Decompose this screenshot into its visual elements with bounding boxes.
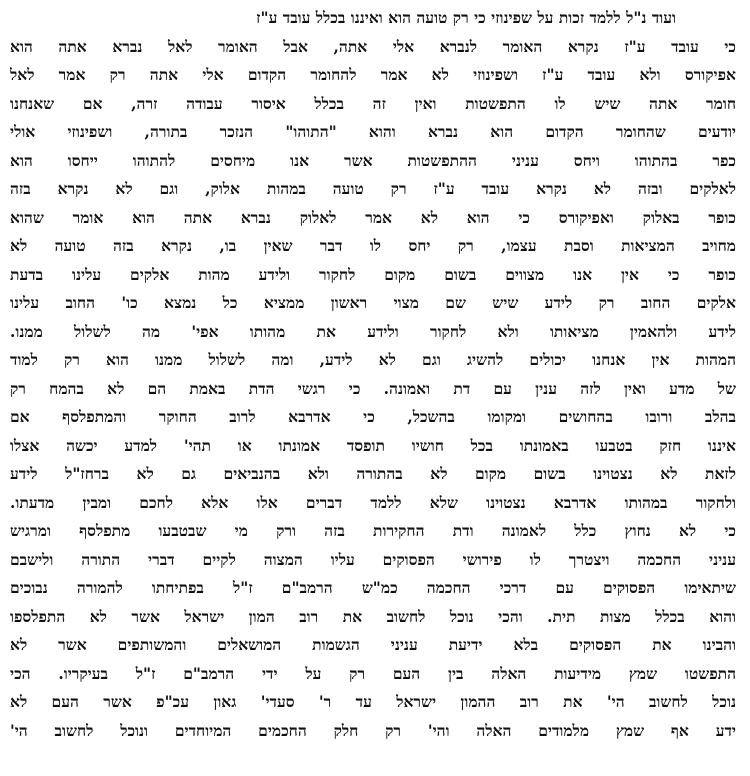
text-line: והבינו את הפסוקים בלא ידיעת עניני הגשמות המושאלים והמשותפים אשר לא bbox=[10, 635, 736, 654]
text-line: מחויב המציאות וסבת עצמו, רק יחס לו דבר שאין בו, נקרא בזה טועה לא bbox=[10, 236, 736, 255]
text-line: יודעים שהחומר הקדום הוא נברא והוא "התוהו" הנזכר בתורה, ושפינוזי אולי bbox=[10, 122, 736, 141]
text-line: ולחקור במהותו אדרבא נצטוינו שלא ללמד דברים אלו אלא לחכם ומבין מדעתו. bbox=[10, 492, 736, 512]
text-line: התפשטו שמץ מידיעות האלה בין העם רק על ידי הרמב"ם ז"ל בעיקריו. הכי bbox=[10, 663, 736, 683]
text-line: כי לא נחוץ כלל לאמונה ודת החקירות בזה ורק מי שבטבעו מתפלסף ומרגיש bbox=[10, 521, 736, 540]
text-line: ועוד נ"ל ללמד זכות על שפינוזי כי רק טועה הוא ואיננו בכלל עובד ע"ז bbox=[256, 8, 676, 27]
text-line: כופר כי אין אנו מצווים בשום מקום לחקור ולידע מהות אלקים עלינו בדעת bbox=[10, 264, 736, 284]
text-line: לאלקים ובזה לא נקרא עובד ע"ז רק טועה במהות אלוק, וגם לא נקרא בזה bbox=[10, 179, 736, 198]
text-line: שיתאימו הפסוקים עם דרכי החכמה כמ"ש הרמב"ם ז"ל בפתיחתו להמורה נבוכים bbox=[10, 578, 736, 597]
text-line: אלקים החוב רק לידע שיש שם מצוי ראשון ממציא כל נמצא כו' החוב עלינו bbox=[10, 293, 736, 312]
text-line: ידע אף שמץ מלמודים האלה והי' רק חלק החכמים המיוחדים ונוכל לחשוב הי' bbox=[10, 720, 736, 740]
text-line: נוכל לחשוב הי' את רוב ההמון ישראל עד ר' סעדי' גאון עכ"פ אשר העם לא bbox=[10, 692, 736, 711]
text-line: בהלב ורובו בהחושים ומקומו בהשכל, כי אדרבא לרוב החוקר והמתפלסף אם bbox=[10, 407, 736, 426]
text-line: עניני החכמה ויצטרך לו פירושי הפסוקים עליו המצוה לקיים דברי התורה ולישבם bbox=[10, 549, 736, 569]
hebrew-text-block bbox=[10, 4, 736, 745]
text-line: של מדע ואין לזה ענין עם דת ואמונה. כי רגשי הדת באמת הם לא בהמח רק bbox=[10, 378, 736, 398]
text-line: לידע ולהאמין מציאותו ולא לחקור ולידע את מהותו אפי' מה לשלול ממנו. bbox=[10, 321, 736, 341]
text-line: אפיקורס ולא עובד ע"ז ושפינוזי לא אמר להחומר הקדום אלי אתה רק אמר לאל bbox=[10, 65, 736, 84]
text-line: כפר בהתוהו ויחס עניני ההתפשטות אשר אנו מיחסים להתוהו ייחסו הוא bbox=[10, 150, 736, 170]
text-line: חומר אתה שיש לו התפשטות ואין זה בכלל איסור עבודה זרה, אם שאנחנו bbox=[10, 93, 736, 113]
text-line: איננו חזק בטבעו באמונתו בכל חושיו תופסד אמונתו או תהי' למדע יכשה אצלו bbox=[10, 435, 736, 455]
text-line: והוא בכלל מצות תית. והכי נוכל לחשוב את רוב המון ישראל אשר לא התפלספו bbox=[10, 606, 736, 626]
text-line: כופר באלוק ואפיקורס כי הוא לא אמר לאלוק נברא אתה הוא אומר שהוא bbox=[10, 207, 736, 227]
text-line: המהות אין אנחנו יכולים להשיג וגם לא לידע, ומה לשלול ממנו הוא רק למוד bbox=[10, 350, 736, 369]
text-line: לזאת לא נצטוינו בשום מקום לא בהתורה ולא בהנביאים גם לא ברחז"ל לידע bbox=[10, 464, 736, 483]
text-line: כי עובד ע"ז נקרא האומר לנברא אלי אתה, אבל האומר לאל נברא אתה הוא bbox=[10, 36, 736, 56]
